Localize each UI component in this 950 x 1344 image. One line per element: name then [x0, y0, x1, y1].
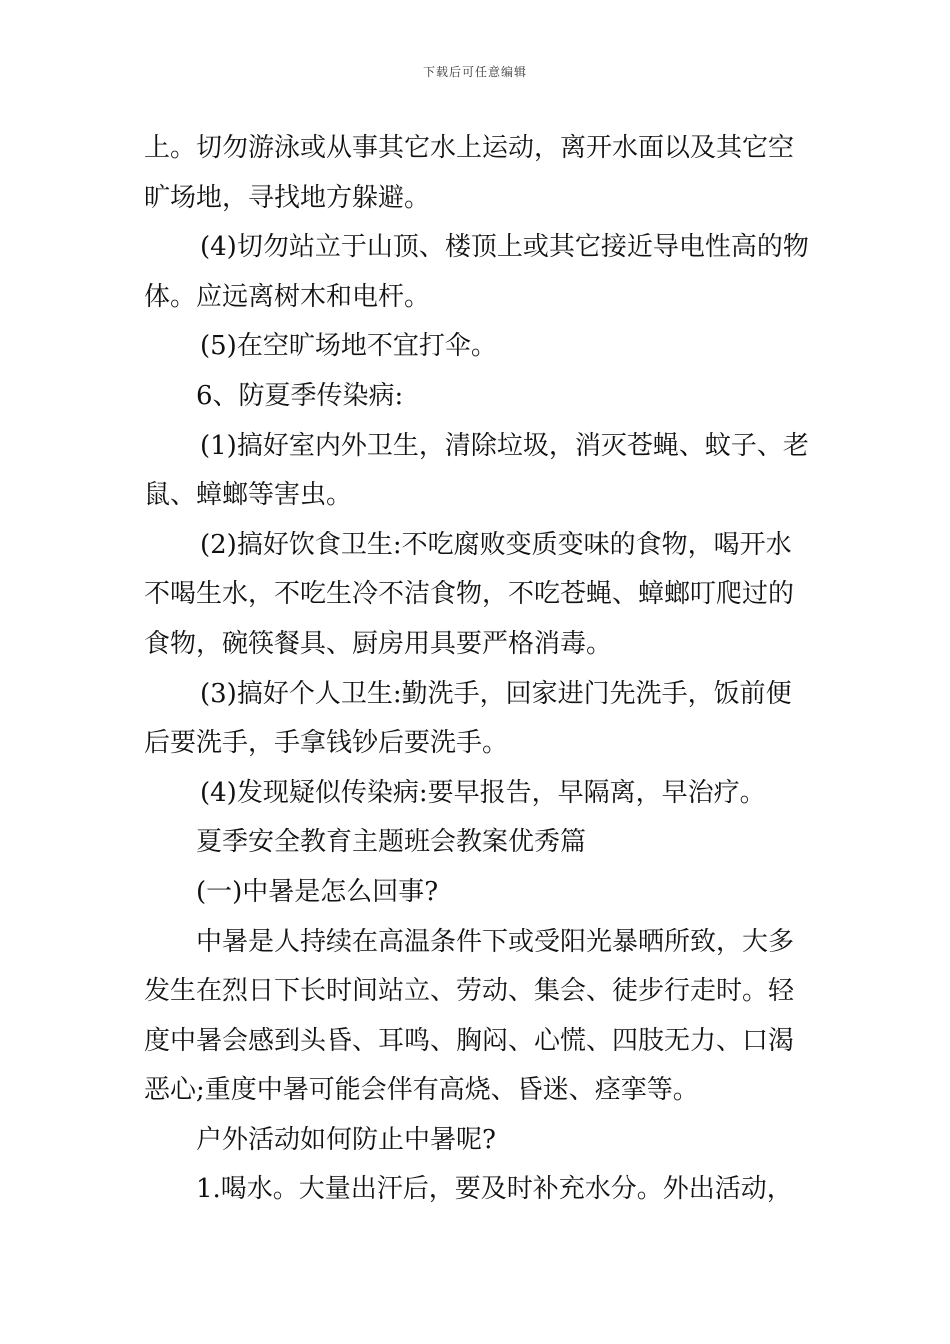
text-line: (2)搞好饮食卫生:不吃腐败变质变味的食物，喝开水 — [200, 529, 792, 560]
text-line: (1)搞好室内外卫生，清除垃圾，消灭苍蝇、蚊子、老 — [200, 430, 809, 461]
text-line: 不喝生水，不吃生冷不洁食物，不吃苍蝇、蟑螂叮爬过的 — [144, 579, 795, 610]
text-line: (4)发现疑似传染病:要早报告，早隔离，早治疗。 — [200, 777, 766, 808]
text-line: (5)在空旷场地不宜打伞。 — [200, 331, 497, 362]
page-header: 下载后可任意编辑 — [422, 65, 527, 79]
section-heading: 6、防夏季传染病: — [196, 380, 404, 411]
text-line: 发生在烈日下长时间站立、劳动、集会、徒步行走时。轻 — [144, 976, 795, 1007]
text-line: 后要洗手，手拿钱钞后要洗手。 — [144, 728, 509, 759]
section-heading: (一)中暑是怎么回事? — [196, 876, 439, 907]
text-line: 体。应远离树木和电杆。 — [144, 281, 431, 312]
text-line: 1.喝水。大量出汗后，要及时补充水分。外出活动， — [196, 1174, 793, 1205]
text-line: 度中暑会感到头昏、耳鸣、胸闷、心慌、四肢无力、口渴 — [144, 1025, 795, 1056]
document-body — [144, 124, 809, 1215]
text-line: 旷场地，寻找地方躲避。 — [144, 182, 431, 213]
text-line: 食物，碗筷餐具、厨房用具要严格消毒。 — [144, 628, 613, 659]
text-line: 上。切勿游泳或从事其它水上运动，离开水面以及其它空 — [144, 133, 795, 163]
article-title: 夏季安全教育主题班会教案优秀篇 — [196, 827, 587, 858]
text-line: 中暑是人持续在高温条件下或受阳光暴晒所致，大多 — [196, 926, 795, 957]
text-line: (4)切勿站立于山顶、楼顶上或其它接近导电性高的物 — [200, 232, 809, 263]
section-heading: 户外活动如何防止中暑呢? — [196, 1124, 496, 1155]
text-line: 鼠、蟑螂等害虫。 — [144, 480, 353, 511]
text-line: (3)搞好个人卫生:勤洗手，回家进门先洗手，饭前便 — [200, 678, 792, 709]
text-line: 恶心;重度中暑可能会伴有高烧、昏迷、痉挛等。 — [144, 1075, 699, 1106]
